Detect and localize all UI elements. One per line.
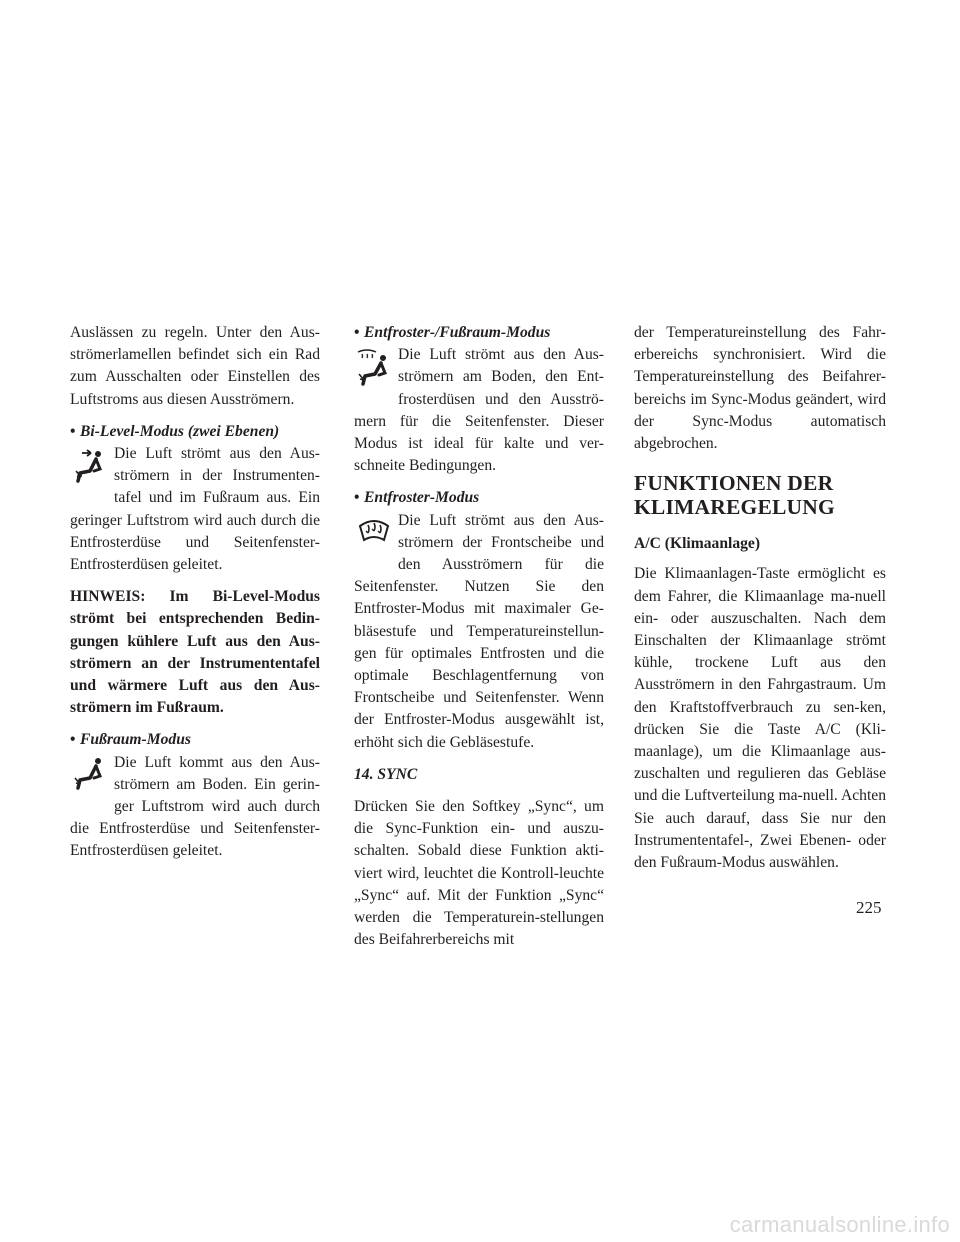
sync-paragraph: Drücken Sie den Softkey „Sync“, um die Sync-Funktion ein- und auszu-schalten. Sobald diese Funktion akti-viert wird, leuchtet die Kontroll-leuchte „Sync“ auf. Mit der Funktion „Sync“ werden die Temperaturein-stellungen des Beifahrerbereichs mit <box>354 798 604 949</box>
section-heading: FUNKTIONEN DER KLIMAREGELUNG <box>634 471 835 520</box>
column-middle <box>354 322 604 961</box>
floor-mode-text: Die Luft kommt aus den Aus-strömern am Boden. Ein gerin-ger Luftstrom wird auch durch die Entfrosterdüse und Seitenfenster-Entfrosterdüsen geleitet. <box>70 753 320 860</box>
column-left <box>70 322 320 873</box>
intro-paragraph: Auslässen zu regeln. Unter den Aus-strömerlamellen befindet sich ein Rad zum Ausschalten oder Einstellen des Luftstroms aus diesen Ausströmern. <box>70 324 320 408</box>
defrost-mode-text: Die Luft strömt aus den Aus-strömern der Frontscheibe und den Ausströmern für die Seitenfenster. Nutzen Sie den Entfroster-Modus mit maximaler Ge-bläsestufe und Temperatureinstellun-gen für optimales Entfrosten und die optimale Beschlagentfernung von Frontscheibe und Seitenfenster. Wenn der Entfroster-Modus ausgewählt ist, erhöht sich die Gebläsestufe. <box>354 511 604 751</box>
bilevel-mode-heading: • Bi-Level-Modus (zwei Ebenen) <box>70 421 320 443</box>
bilevel-note: HINWEIS: Im Bi-Level-Modus strömt bei entsprechenden Bedin-gungen kühlere Luft aus den Aus-strömern an der Instrumententafel und wärmere Luft aus den Aus-strömern im Fußraum. <box>70 588 320 717</box>
ac-heading: A/C (Klimaanlage) <box>634 535 761 553</box>
bullet-dot: • <box>70 422 76 440</box>
watermark: carmanualsonline.info <box>729 1212 950 1237</box>
defrost-floor-mode-heading: • Entfroster-/Fußraum-Modus <box>354 322 604 344</box>
defrost-mode-icon <box>354 512 398 558</box>
floor-mode-icon <box>70 754 114 800</box>
sync-continued-paragraph: der Temperatureinstellung des Fahr-erbereichs synchronisiert. Wird die Temperatureinstellung des Beifahrer-bereichs im Sync-Modus geändert, wird der Sync-Modus automatisch abgebrochen. <box>634 324 886 453</box>
column-right <box>634 322 886 884</box>
defrost-mode-heading: • Entfroster-Modus <box>354 487 604 509</box>
bullet-dot: • <box>354 489 360 507</box>
defrost-floor-mode-block <box>354 344 604 477</box>
floor-mode-heading: • Fußraum-Modus <box>70 729 320 751</box>
sync-heading: 14. SYNC <box>354 765 418 783</box>
defrost-mode-block <box>354 510 604 754</box>
bullet-dot: • <box>70 731 76 749</box>
defrost-floor-mode-icon <box>354 346 398 392</box>
bullet-dot: • <box>354 324 360 341</box>
defrost-floor-mode-text: Die Luft strömt aus den Aus-strömern am Boden, den Ent-frosterdüsen und den Ausströ-mern für die Seitenfenster. Dieser Modus ist ideal für kalte und ver-schneite Bedingungen. <box>354 346 604 475</box>
floor-mode-block <box>70 752 320 863</box>
bilevel-mode-block <box>70 443 320 576</box>
bilevel-mode-icon <box>70 445 114 491</box>
page-number: 225 <box>856 898 882 917</box>
bilevel-mode-text: Die Luft strömt aus den Aus-strömern in der Instrumenten-tafel und im Fußraum aus. Ein geringer Luftstrom wird auch durch die Entfrosterdüse und Seitenfenster-Entfrosterdüsen geleitet. <box>70 445 320 574</box>
ac-paragraph: Die Klimaanlagen-Taste ermöglicht es dem Fahrer, die Klimaanlage ma-nuell ein- oder auszuschalten. Nach dem Einschalten der Klimaanlage strömt kühle, trockene Luft aus den Ausströmern in den Fahrgastraum. Um den Kraftstoffverbrauch zu sen-ken, drücken Sie die Taste A/C (Kli-maanlage), um die Klimaanlage aus-zuschalten und regulieren das Gebläse und die Luftverteilung ma-nuell. Achten Sie auch darauf, dass Sie nur den Instrumententafel-, Zwei Ebenen- oder den Fußraum-Modus auswählen. <box>634 565 886 872</box>
